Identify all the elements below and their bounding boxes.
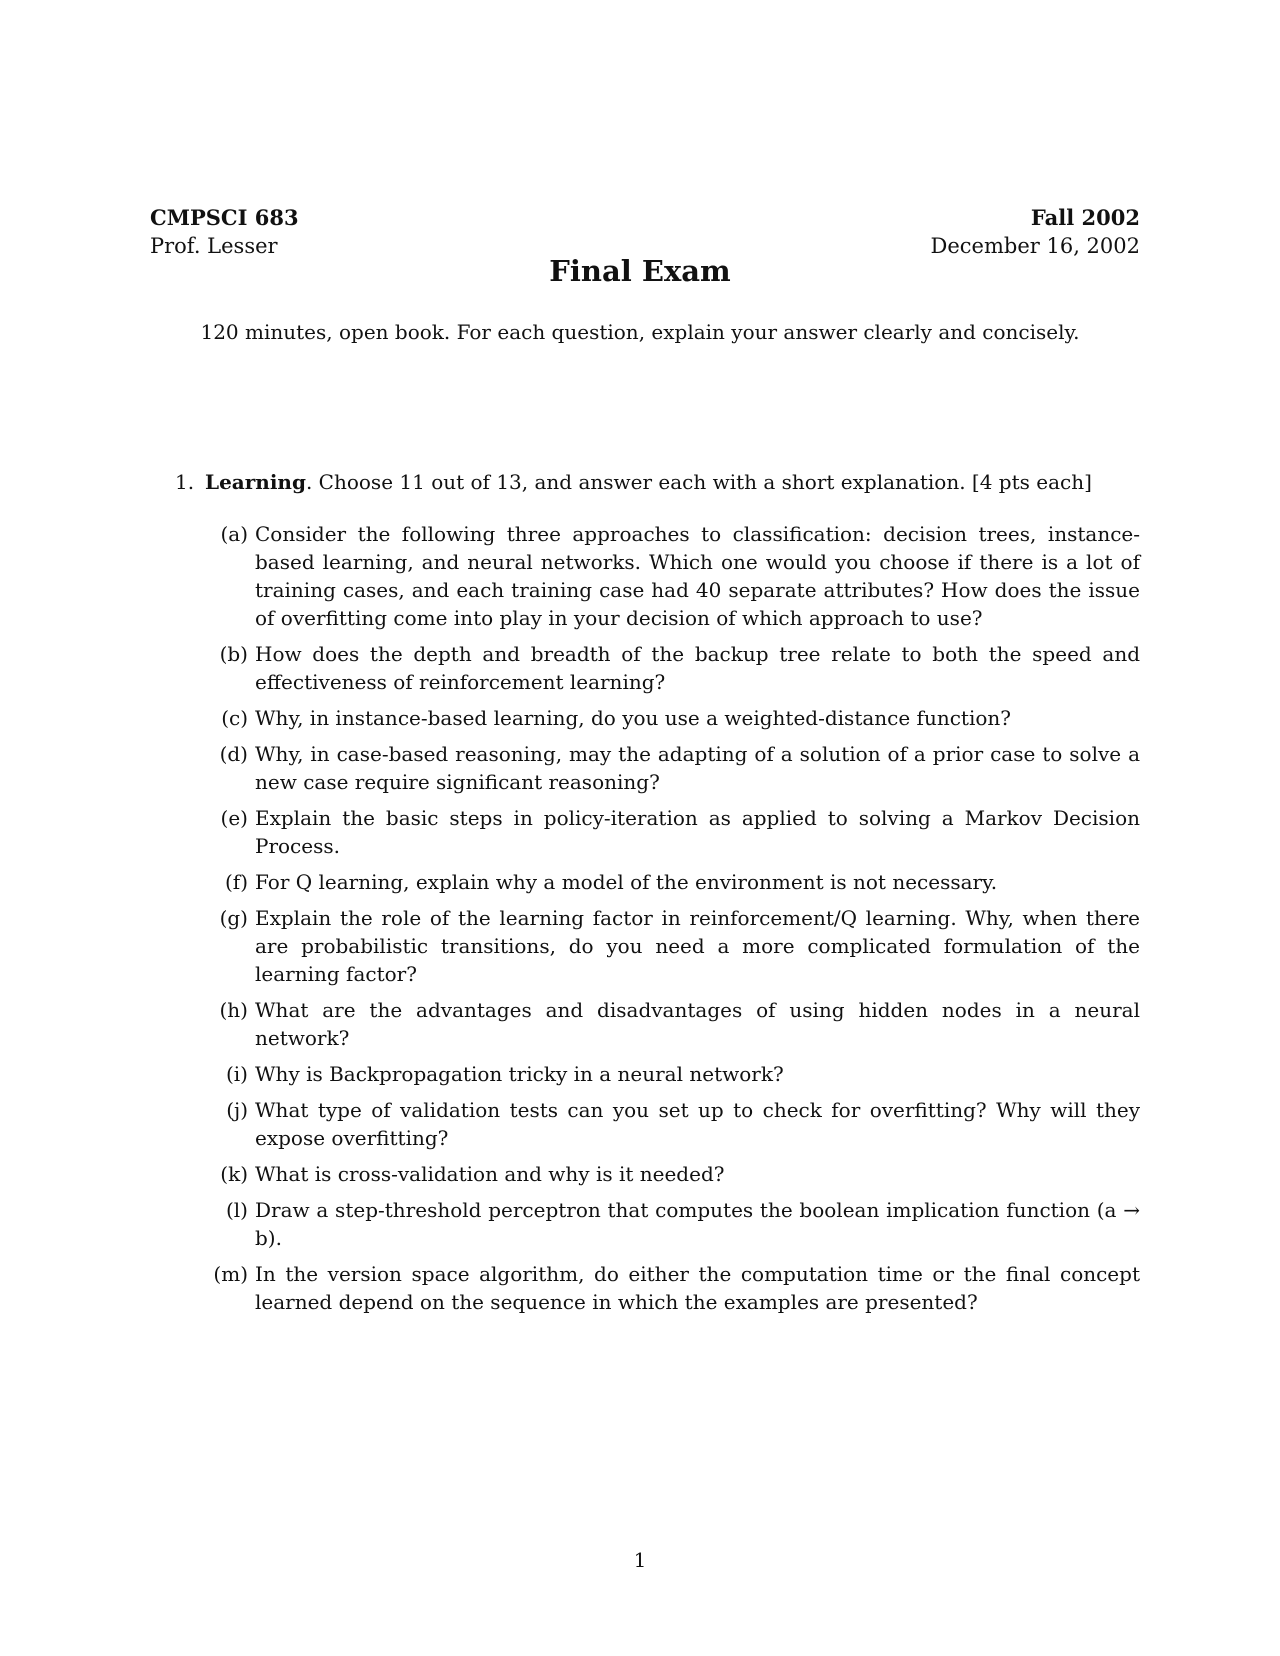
part-label: (a) <box>220 522 248 546</box>
question-part-f <box>200 868 1140 896</box>
question-part-k <box>200 1160 1140 1188</box>
question-parts <box>200 520 1140 1324</box>
part-label: (m) <box>213 1262 248 1286</box>
part-text: Why is Backpropagation tricky in a neural network? <box>255 1062 784 1086</box>
exam-title: Final Exam <box>549 254 731 288</box>
question-topic: Learning <box>205 470 306 494</box>
question-part-e <box>200 804 1140 860</box>
course-code: CMPSCI 683 <box>150 205 299 230</box>
part-label: (i) <box>225 1062 248 1086</box>
header-left <box>150 204 299 260</box>
question-part-i <box>200 1060 1140 1088</box>
exam-instructions: 120 minutes, open book. For each question, explain your answer clearly and concisely. <box>200 320 1080 344</box>
page-number: 1 <box>633 1548 647 1572</box>
question-part-h <box>200 996 1140 1052</box>
part-label: (k) <box>220 1162 248 1186</box>
part-text: For Q learning, explain why a model of the environment is not necessary. <box>255 870 998 894</box>
question-part-m <box>200 1260 1140 1316</box>
part-text: Explain the role of the learning factor in reinforcement/Q learning. Why, when there are probabilistic transitions, do you need a more complicated formulation of the learning factor? <box>255 906 1140 986</box>
part-text: What are the advantages and disadvantages of using hidden nodes in a neural network? <box>255 998 1140 1050</box>
question-1 <box>175 468 1140 496</box>
term: Fall 2002 <box>1030 205 1140 230</box>
part-text: What is cross-validation and why is it needed? <box>255 1162 725 1186</box>
part-text: Consider the following three approaches to classification: decision trees, instance-based learning, and neural networks. Which one would you choose if there is a lot of training cases, and each training case had 40 separate attributes? How does the issue of overfitting come into play in your decision of which approach to use? <box>255 522 1140 630</box>
part-text: Draw a step-threshold perceptron that computes the boolean implication function (a → b). <box>255 1198 1140 1250</box>
question-part-b <box>200 640 1140 696</box>
question-number: 1. <box>175 470 195 494</box>
part-text: Why, in case-based reasoning, may the adapting of a solution of a prior case to solve a new case require significant reasoning? <box>255 742 1140 794</box>
question-part-a <box>200 520 1140 632</box>
part-label: (e) <box>220 806 248 830</box>
part-text: What type of validation tests can you set up to check for overfitting? Why will they expose overfitting? <box>255 1098 1140 1150</box>
part-text: In the version space algorithm, do either the computation time or the final concept learned depend on the sequence in which the examples are presented? <box>255 1262 1140 1314</box>
part-label: (h) <box>219 998 248 1022</box>
part-text: Explain the basic steps in policy-iteration as applied to solving a Markov Decision Process. <box>255 806 1140 858</box>
part-text: How does the depth and breadth of the backup tree relate to both the speed and effectiveness of reinforcement learning? <box>255 642 1140 694</box>
question-part-l <box>200 1196 1140 1252</box>
part-label: (d) <box>219 742 248 766</box>
part-label: (b) <box>219 642 248 666</box>
question-part-g <box>200 904 1140 988</box>
question-part-d <box>200 740 1140 796</box>
header-right <box>931 204 1140 260</box>
question-part-c <box>200 704 1140 732</box>
question-part-j <box>200 1096 1140 1152</box>
part-text: Why, in instance-based learning, do you use a weighted-distance function? <box>255 706 1011 730</box>
part-label: (f) <box>224 870 248 894</box>
question-intro: . Choose 11 out of 13, and answer each with a short explanation. [4 pts each] <box>305 470 1092 494</box>
part-label: (g) <box>219 906 248 930</box>
part-label: (c) <box>221 706 248 730</box>
part-label: (j) <box>226 1098 248 1122</box>
instructor-name: Prof. Lesser <box>150 234 278 258</box>
exam-date: December 16, 2002 <box>930 234 1140 258</box>
part-label: (l) <box>225 1198 248 1222</box>
